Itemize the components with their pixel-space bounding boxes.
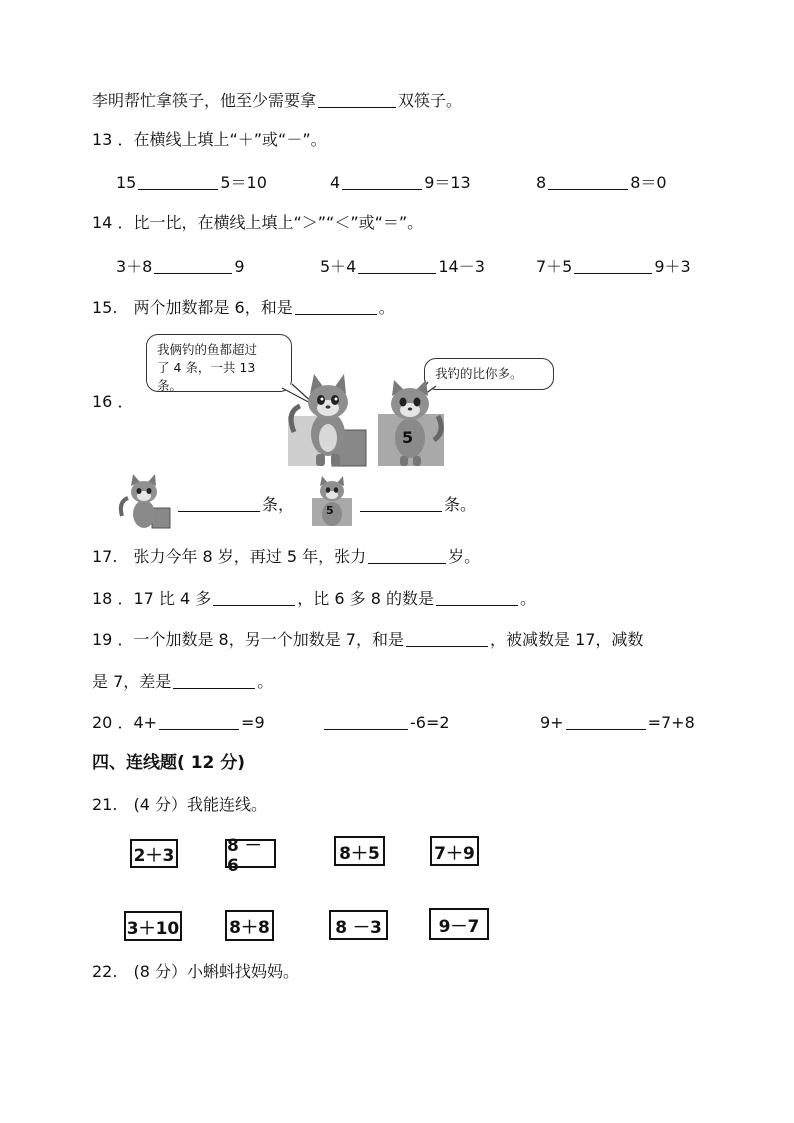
q16-blank-1[interactable] — [178, 494, 260, 512]
match-box-bottom-2[interactable]: 8＋8 — [225, 910, 274, 941]
match-box-bottom-4[interactable]: 9－7 — [429, 908, 489, 940]
q14-item-3-left: 7＋5 — [536, 257, 573, 276]
q14-item-1-right: 9 — [234, 257, 245, 276]
q13-title: 13 ．在横线上填上“＋”或“－”。 — [92, 130, 327, 149]
q13-blank-1[interactable] — [138, 172, 218, 190]
match-box-top-3[interactable]: 8＋5 — [334, 836, 385, 866]
q16-unit-2: 条。 — [444, 495, 477, 514]
q14-blank-3[interactable] — [574, 256, 652, 274]
q18-text-2: ，比 6 多 8 的数是 — [297, 589, 434, 608]
q13-item-1-right: 5＝10 — [220, 173, 267, 192]
q16-number: 16 ． — [92, 392, 134, 411]
q19-line-2 — [92, 671, 273, 692]
match-box-top-4[interactable]: 7＋9 — [430, 836, 479, 866]
q19-text-3: 是 7，差是 — [92, 672, 172, 691]
q19-line-1 — [92, 629, 643, 650]
q15-text: 15. 两个加数都是 6，和是 — [92, 298, 293, 317]
q16-answer-1 — [176, 494, 294, 515]
q13-item-3-left: 8 — [536, 173, 547, 192]
bubble-left-line-1: 我俩钓的鱼都超过 — [157, 342, 258, 357]
q18-blank-1[interactable] — [213, 588, 295, 606]
cat-bucket-number: 5 — [402, 428, 414, 447]
match-box-bottom-3[interactable]: 8 －3 — [329, 910, 388, 940]
q12-text-after: 双筷子。 — [398, 91, 463, 110]
small-cat-number: 5 — [326, 504, 334, 517]
q14-item-1 — [116, 256, 245, 277]
q14-item-2 — [320, 256, 485, 277]
q16-unit-1: 条， — [262, 495, 295, 514]
q13-item-2 — [330, 172, 471, 193]
q20-item-1 — [92, 712, 265, 733]
q14-item-2-right: 14－3 — [438, 257, 485, 276]
q18-text-1: 18 ．17 比 4 多 — [92, 589, 212, 608]
q13-item-3-right: 8＝0 — [630, 173, 667, 192]
q14-item-3-right: 9＋3 — [654, 257, 691, 276]
cat-number-five-illustration — [376, 380, 446, 468]
q20-blank-3[interactable] — [566, 712, 646, 730]
section-four-title: 四、连线题( 12 分) — [92, 753, 246, 773]
q13-item-3 — [536, 172, 667, 193]
bubble-right-text: 我钓的比你多。 — [435, 366, 523, 381]
q18-line — [92, 588, 536, 609]
q20-item-1-right: =9 — [241, 713, 265, 732]
q21-title: 21. (4 分）我能连线。 — [92, 795, 267, 814]
q19-text-after: 。 — [257, 672, 274, 691]
q20-item-2-right: -6=2 — [410, 713, 450, 732]
q17-text-after: 岁。 — [448, 547, 481, 566]
q20-item-2 — [322, 712, 450, 733]
small-cat-with-bucket-icon — [118, 472, 172, 530]
q12-tail-line — [92, 90, 462, 111]
q20-item-3-left: 9+ — [540, 713, 564, 732]
q13-item-2-left: 4 — [330, 173, 341, 192]
match-box-top-2[interactable]: 8 － 6 — [225, 839, 276, 868]
q20-item-1-left: 4+ — [133, 713, 158, 732]
q13-item-2-right: 9＝13 — [424, 173, 471, 192]
speech-bubble-left — [146, 334, 292, 392]
small-cat-number-five-icon — [310, 476, 354, 528]
q20-blank-1[interactable] — [159, 712, 239, 730]
q17-line — [92, 546, 480, 567]
q19-blank-1[interactable] — [406, 629, 488, 647]
match-box-top-1[interactable]: 2＋3 — [130, 839, 178, 868]
q19-text-2: ，被减数是 17，减数 — [489, 630, 644, 649]
q14-blank-2[interactable] — [358, 256, 436, 274]
q15-blank[interactable] — [295, 297, 377, 315]
q20-number: 20 ． — [92, 713, 134, 732]
q14-item-1-left: 3＋8 — [116, 257, 153, 276]
cat-with-bucket-illustration — [288, 372, 368, 468]
q18-text-after: 。 — [519, 589, 536, 608]
q16-blank-2[interactable] — [360, 494, 442, 512]
q19-text-1: 19 ．一个加数是 8，另一个加数是 7，和是 — [92, 630, 404, 649]
q13-blank-2[interactable] — [342, 172, 422, 190]
q17-blank[interactable] — [368, 546, 446, 564]
q20-item-3-right: =7+8 — [647, 713, 695, 732]
q14-title: 14 ．比一比，在横线上填上“＞”“＜”或“＝”。 — [92, 213, 424, 232]
q20-blank-2[interactable] — [324, 712, 408, 730]
match-box-bottom-1[interactable]: 3＋10 — [124, 911, 182, 941]
q20-item-3 — [540, 712, 695, 733]
q17-text: 17. 张力今年 8 岁，再过 5 年，张力 — [92, 547, 367, 566]
q14-blank-1[interactable] — [154, 256, 232, 274]
q12-blank[interactable] — [318, 90, 396, 108]
q22-title: 22. (8 分）小蝌蚪找妈妈。 — [92, 962, 299, 981]
q14-item-2-left: 5＋4 — [320, 257, 357, 276]
q13-item-1 — [116, 172, 267, 193]
q13-item-1-left: 15 — [116, 173, 137, 192]
q12-text: 李明帮忙拿筷子，他至少需要拿 — [92, 91, 317, 110]
q18-blank-2[interactable] — [436, 588, 518, 606]
q15-text-after: 。 — [378, 298, 395, 317]
q13-blank-3[interactable] — [548, 172, 628, 190]
q15-line — [92, 297, 395, 318]
q14-item-3 — [536, 256, 691, 277]
bubble-left-line-2: 了 4 条，一共 13 条。 — [157, 360, 256, 393]
q19-blank-2[interactable] — [173, 671, 255, 689]
q16-answer-2 — [358, 494, 476, 515]
